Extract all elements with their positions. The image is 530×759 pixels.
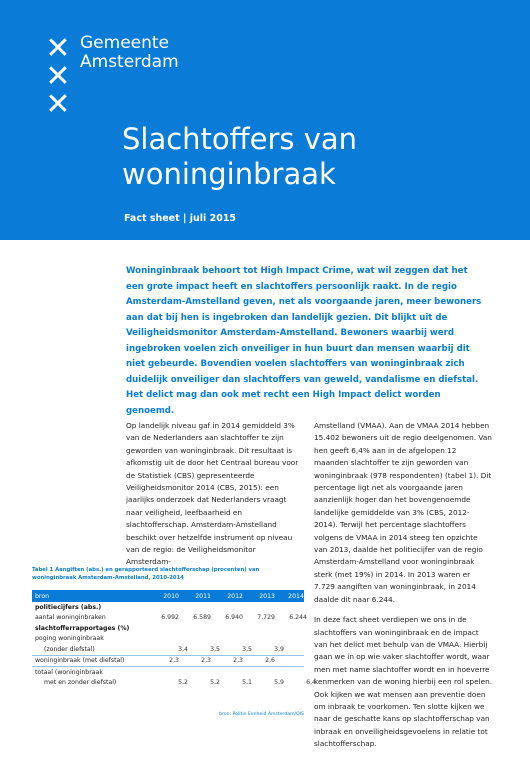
table-cell: 5,2 [178, 679, 188, 687]
table-row [32, 666, 304, 678]
body-paragraph: Op landelijk niveau gaf in 2014 gemiddeld 3% van de Nederlanders aan slachtoffer te zijn geworden van woninginbraak. Dit resultaat is afkomstig uit de door het Centraal bureau voor de Statistiek (CBS) gepresenteerde Veiligheidsmonitor 2014 (CBS, 2015): een jaarlijks onderzoek dat Nederlanders vraagt naar veiligheid, leefbaarheid en slachtofferschap. Amsterdam-Amstelland beschikt over hetzelfde instrument op niveau van de regio: de Veiligheidsmonitor Amsterdam- [126, 421, 299, 567]
table-cell: 5,1 [242, 679, 252, 687]
table-header-cell: 2010 [163, 592, 179, 600]
table-cell: 2,6 [265, 657, 275, 665]
body-paragraph: In deze fact sheet verdiepen we ons in de slachtoffers van woninginbraak en de impact van het delict met behulp van de VMAA. Hierbij gaan we in op wie vaker slachtoffer wordt, waar men met name slachtoffer wordt en in hoeverre kenmerken van de woning hierbij een rol spelen. Ook kijken we wat mensen aan preventie doen om inbraak te voorkomen. Ten slotte kijken we naar de geschatte kans op slachtofferschap van inbraak en onveiligheidsgevoelens in relatie tot slachtofferschap. [314, 615, 493, 749]
table-header-cell: 2012 [227, 592, 243, 600]
table-row-label: slachtofferrapportages (%) [35, 624, 130, 632]
table-cell: 2,3 [169, 657, 179, 665]
table-cell: 5,9 [274, 679, 284, 687]
table-row [32, 678, 316, 689]
table-cell: 5,2 [210, 679, 220, 687]
table-header-cell: bron [35, 592, 50, 600]
table-cell: 6.244 [289, 614, 307, 622]
body-paragraph: Amstelland (VMAA). Aan de VMAA 2014 hebben 15.402 bewoners uit de regio deelgenomen. Van hen geeft 6,4% aan in de afgelopen 12 maanden slachtoffer te zijn geworden van woninginbraak (978 respondenten) (tabel 1). Dit percentage ligt net als voorgaande jaren aanzienlijk hoger dan het bovengenoemde landelijke gemiddelde van 3% (CBS, 2012-2014). Terwijl het percentage slachtoffers volgens de VMAA in 2014 steeg ten opzichte van 2013, daalde het politiecijfer van de regio Amsterdam-Amstelland voor woninginbraak sterk (met 19%) in 2014. In 2013 waren er 7.729 aangiften van woninginbraak, in 2014 daalde dit naar 6.244. [314, 421, 492, 604]
table-row-label: politiecijfers (abs.) [35, 603, 102, 611]
table-cell: 3,5 [210, 645, 220, 653]
x-cross-icon: ✕ [45, 59, 71, 94]
table-row [32, 655, 304, 667]
table-header-cell: 2014* [288, 592, 307, 600]
table-cell: 6,4 [306, 679, 316, 687]
intro-paragraph: Woninginbraak behoort tot High Impact Crime, wat wil zeggen dat het een grote impact heeft en slachtoffers persoonlijk raakt. In de regio Amsterdam-Amstelland geven, net als voorgaande jaren, meer bewoners aan dat bij hen is ingebroken dan landelijk gezien. Dit blijkt uit de Veiligheidsmonitor Amsterdam-Amstelland. Bewoners waarbij werd ingebroken voelen zich onveiliger in hun buurt dan mensen waarbij dit niet gebeurde. Bovendien voelen slachtoffers van woninginbraak zich duidelijk onveiliger dan slachtoffers van geweld, vandalisme en diefstal. Het delict mag dan ook met recht een High Impact delict worden genoemd. [126, 266, 482, 416]
table-cell: 3,9 [274, 645, 284, 653]
table-row-label: aantal woninginbraken [35, 614, 106, 622]
body-column-left [126, 420, 302, 569]
table-row-label: totaal (woninginbraak [35, 668, 103, 676]
table-row-label: (zonder diefstal) [44, 645, 95, 653]
table-header-cell: 2013 [259, 592, 275, 600]
table-row-label: woninginbraak (met diefstal) [35, 657, 125, 665]
table-row-label: poging woninginbraak [35, 635, 104, 643]
table-cell: 3,5 [242, 645, 252, 653]
table-row-label: met en zonder diefstal) [44, 679, 117, 687]
header-banner [0, 0, 530, 240]
table-cell: 7.729 [257, 614, 275, 622]
logo-line-2: Amsterdam [80, 52, 179, 72]
table-header-cell: 2011 [195, 592, 211, 600]
data-table [32, 590, 316, 688]
table-cell: 3,4 [178, 645, 188, 653]
x-cross-icon: ✕ [45, 31, 71, 66]
body-column-right [314, 420, 492, 759]
table-row [32, 644, 304, 655]
table-cell: 2,3 [233, 657, 243, 665]
page-subtitle: Fact sheet | juli 2015 [124, 213, 237, 224]
logo-wordmark [80, 34, 179, 72]
table-row [32, 634, 304, 645]
table-header-row [32, 590, 307, 602]
table-row [32, 623, 304, 634]
table-source: bron: Politie Eenheid Amsterdam/OIS [219, 712, 304, 717]
page-title: Slachtoffers van woninginbraak [122, 122, 358, 191]
amsterdam-xxx-logo-icon [44, 31, 72, 122]
table-cell: 6.940 [225, 614, 243, 622]
table-cell: 6.589 [193, 614, 211, 622]
table-row [32, 602, 304, 613]
table-caption: Tabel 1 Aangiften (abs.) en gerapporteerd slachtofferschap (procenten) van woninginbraak Amsterdam-Amstelland, 2010-2014 [32, 567, 260, 581]
logo-line-1: Gemeente [80, 33, 170, 53]
x-cross-icon: ✕ [45, 87, 71, 122]
table-cell: 2,3 [201, 657, 211, 665]
table-row [32, 613, 307, 624]
table-cell: 6.992 [161, 614, 179, 622]
